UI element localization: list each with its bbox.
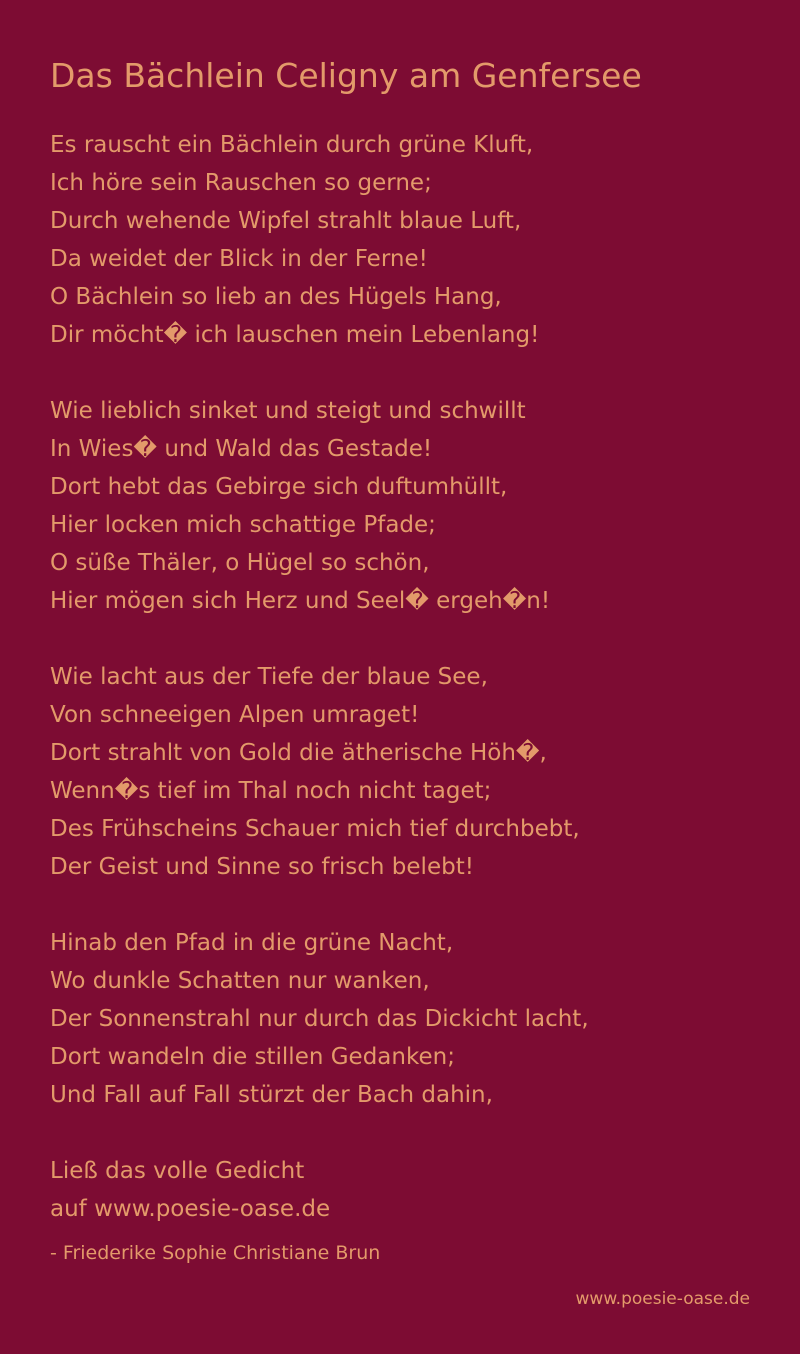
- poem-line: Wie lacht aus der Tiefe der blaue See,: [50, 664, 488, 690]
- read-more-note: [50, 1152, 589, 1228]
- poem-line: Durch wehende Wipfel strahlt blaue Luft,: [50, 208, 522, 234]
- poem-title: Das Bächlein Celigny am Genfersee: [50, 56, 642, 95]
- poem-line: auf www.poesie-oase.de: [50, 1196, 331, 1222]
- stanza: [50, 126, 589, 354]
- poem-line: Hier locken mich schattige Pfade;: [50, 512, 436, 538]
- poem-line: Der Geist und Sinne so frisch belebt!: [50, 854, 474, 880]
- poem-line: Wie lieblich sinket und steigt und schwillt: [50, 398, 526, 424]
- poem-line: Dort wandeln die stillen Gedanken;: [50, 1044, 455, 1070]
- poem-line: Ich höre sein Rauschen so gerne;: [50, 170, 432, 196]
- poem-line: Da weidet der Blick in der Ferne!: [50, 246, 428, 272]
- poem-line: O Bächlein so lieb an des Hügels Hang,: [50, 284, 502, 310]
- author-credit: - Friederike Sophie Christiane Brun: [50, 1242, 381, 1264]
- footer-website-url: www.poesie-oase.de: [575, 1289, 750, 1309]
- poem-line: Wenn�s tief im Thal noch nicht taget;: [50, 778, 492, 804]
- poem-body: [50, 126, 589, 1266]
- poem-line: Von schneeigen Alpen umraget!: [50, 702, 420, 728]
- poem-line: In Wies� und Wald das Gestade!: [50, 436, 433, 462]
- poem-line: Es rauscht ein Bächlein durch grüne Kluft,: [50, 132, 534, 158]
- poem-line: Dort strahlt von Gold die ätherische Höh�,: [50, 740, 547, 766]
- poem-line: Der Sonnenstrahl nur durch das Dickicht lacht,: [50, 1006, 589, 1032]
- poem-line: Hinab den Pfad in die grüne Nacht,: [50, 930, 454, 956]
- stanza: [50, 658, 589, 886]
- poem-line: Dort hebt das Gebirge sich duftumhüllt,: [50, 474, 508, 500]
- poem-line: Wo dunkle Schatten nur wanken,: [50, 968, 430, 994]
- poem-line: Und Fall auf Fall stürzt der Bach dahin,: [50, 1082, 493, 1108]
- stanza: [50, 924, 589, 1114]
- poem-line: O süße Thäler, o Hügel so schön,: [50, 550, 430, 576]
- poem-line: Dir möcht� ich lauschen mein Lebenlang!: [50, 322, 540, 348]
- poem-line: Ließ das volle Gedicht: [50, 1158, 305, 1184]
- poem-line: Des Frühscheins Schauer mich tief durchbebt,: [50, 816, 580, 842]
- stanza: [50, 392, 589, 620]
- poem-line: Hier mögen sich Herz und Seel� ergeh�n!: [50, 588, 551, 614]
